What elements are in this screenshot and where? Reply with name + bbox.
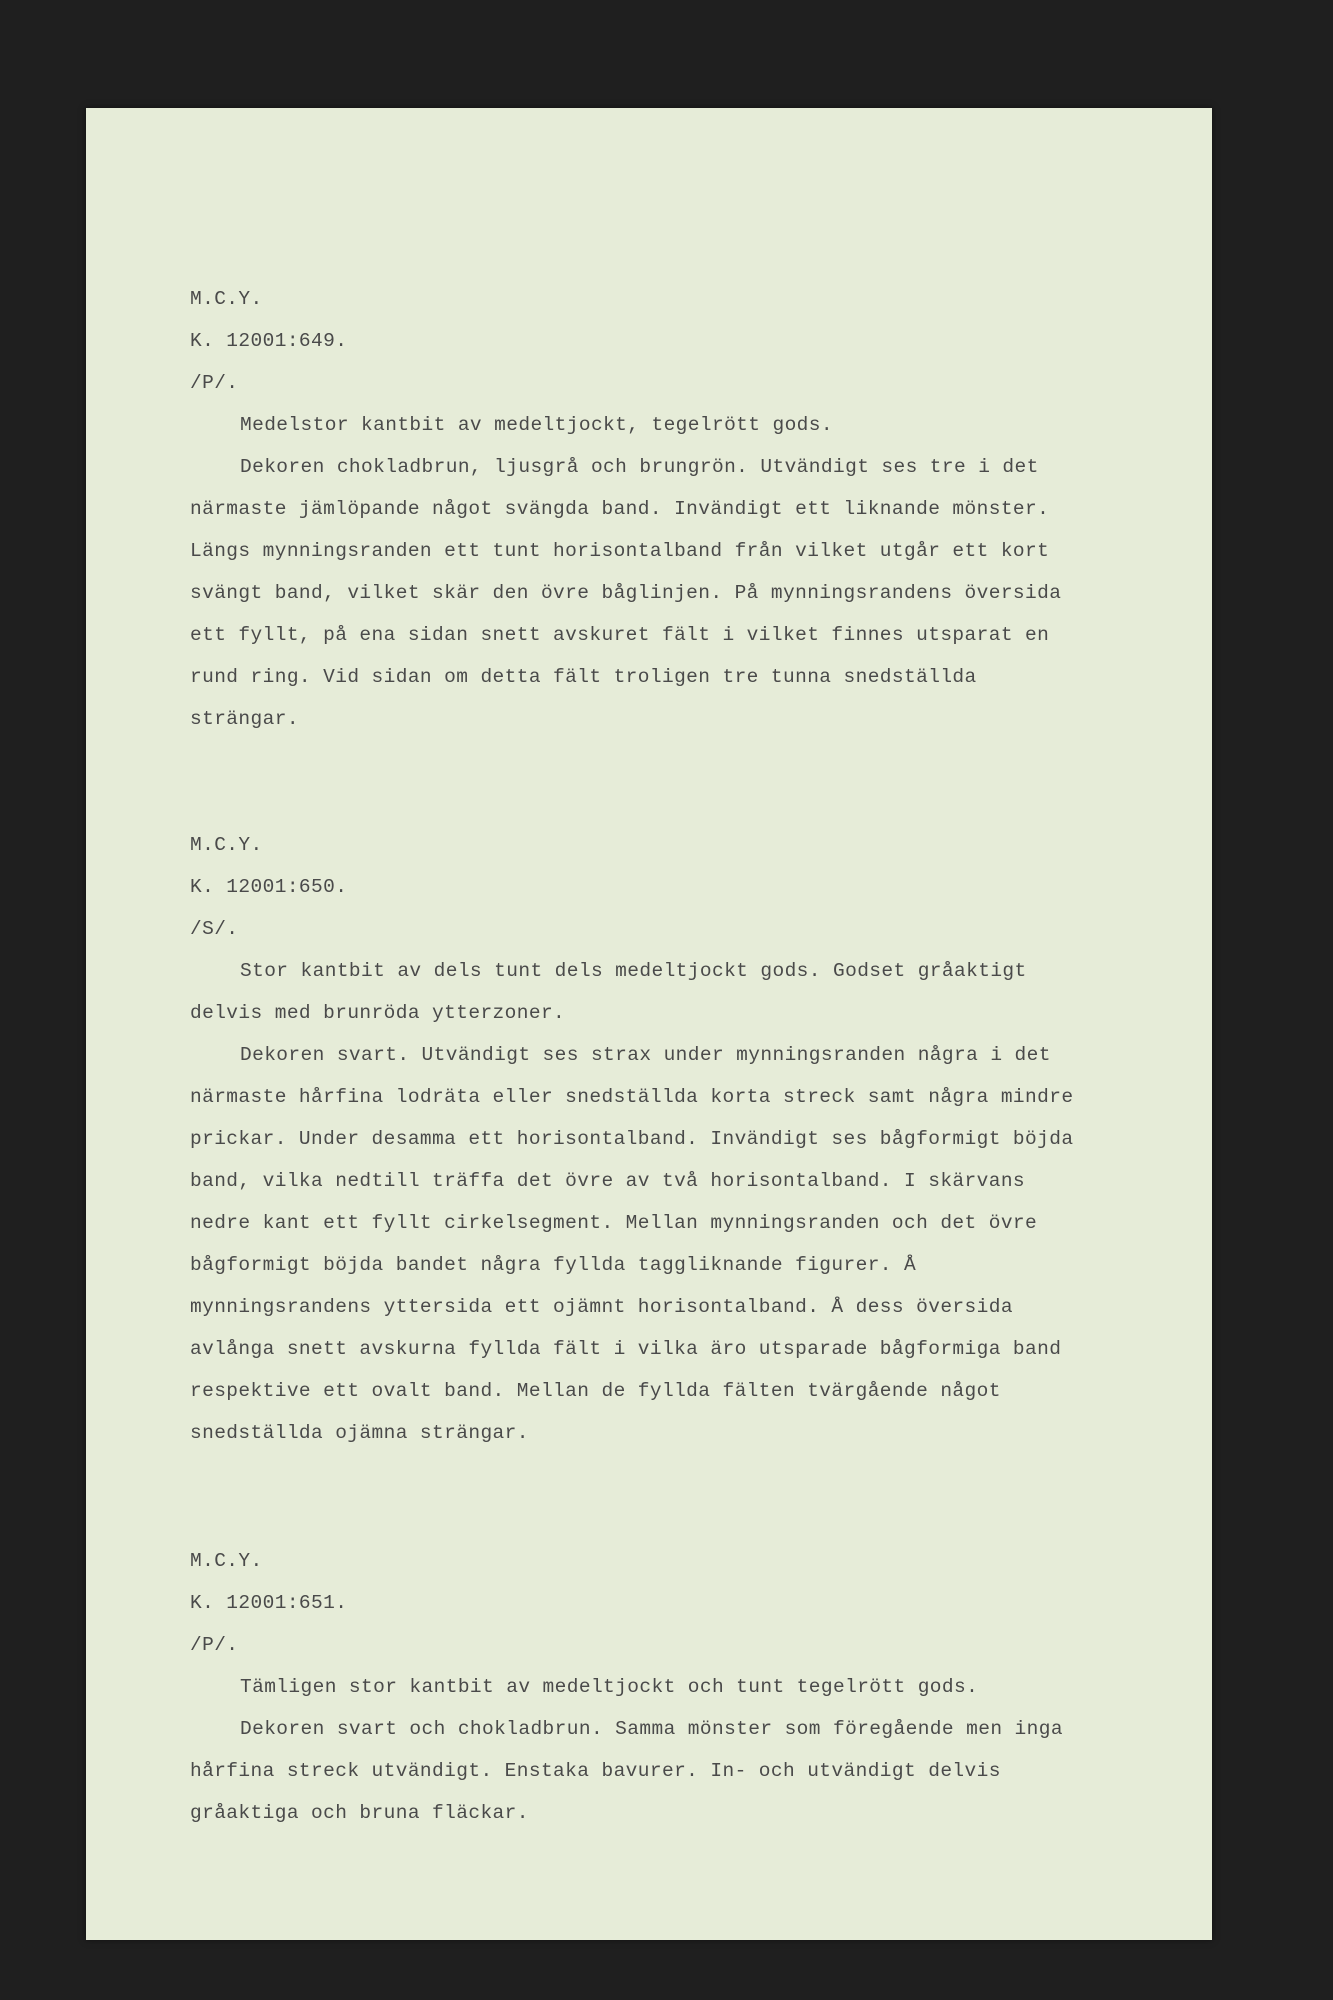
entry-paragraph: Dekoren chokladbrun, ljusgrå och brungrön. Utvändigt ses tre i det närmaste jämlöpande något svängda band. Invändigt ett liknande mönster. Längs mynningsranden ett tunt horisontalband från vilket utgår ett kort svängt band, vilket skär den övre båglinjen. På mynningsrandens översida ett fyllt, på ena sidan snett avskuret fält i vilket finnes utsparat en rund ring. Vid sidan om detta fält troligen tre tunna snedställda strängar. [190, 456, 1062, 730]
entry-number: K. 12001:650. [190, 876, 348, 898]
entry-paragraph: Medelstor kantbit av medeltjockt, tegelrött gods. [240, 414, 833, 436]
entry-header: M.C.Y. [190, 1550, 263, 1572]
entry-code: /S/. [190, 918, 239, 940]
catalog-entry [190, 824, 1190, 1454]
entry-paragraph: Dekoren svart. Utvändigt ses strax under mynningsranden några i det närmaste hårfina lodräta eller snedställda korta streck samt några mindre prickar. Under desamma ett horisontalband. Invändigt ses bågformigt böjda band, vilka nedtill träffa det övre av två horisontalband. I skärvans nedre kant ett fyllt cirkelsegment. Mellan mynningsranden och det övre bågformigt böjda bandet några fyllda taggliknande figurer. Å mynningsrandens yttersida ett ojämnt horisontalband. Å dess översida avlånga snett avskurna fyllda fält i vilka äro utsparade bågformiga band respektive ett ovalt band. Mellan de fyllda fälten tvärgående något snedställda ojämna strängar. [190, 1044, 1074, 1444]
entry-number: K. 12001:651. [190, 1592, 348, 1614]
catalog-entry [190, 1540, 1190, 1834]
entry-header: M.C.Y. [190, 288, 263, 310]
catalog-entry [190, 278, 1190, 740]
entry-code: /P/. [190, 372, 239, 394]
entry-code: /P/. [190, 1634, 239, 1656]
entry-paragraph: Tämligen stor kantbit av medeltjockt och tunt tegelrött gods. [240, 1676, 979, 1698]
entry-header: M.C.Y. [190, 834, 263, 856]
entry-number: K. 12001:649. [190, 330, 348, 352]
entry-paragraph: Dekoren svart och chokladbrun. Samma mönster som föregående men inga hårfina streck utvändigt. Enstaka bavurer. In- och utvändigt delvis gråaktiga och bruna fläckar. [190, 1718, 1063, 1824]
entry-paragraph: Stor kantbit av dels tunt dels medeltjockt gods. Godset gråaktigt delvis med brunröda ytterzoner. [190, 960, 1027, 1024]
